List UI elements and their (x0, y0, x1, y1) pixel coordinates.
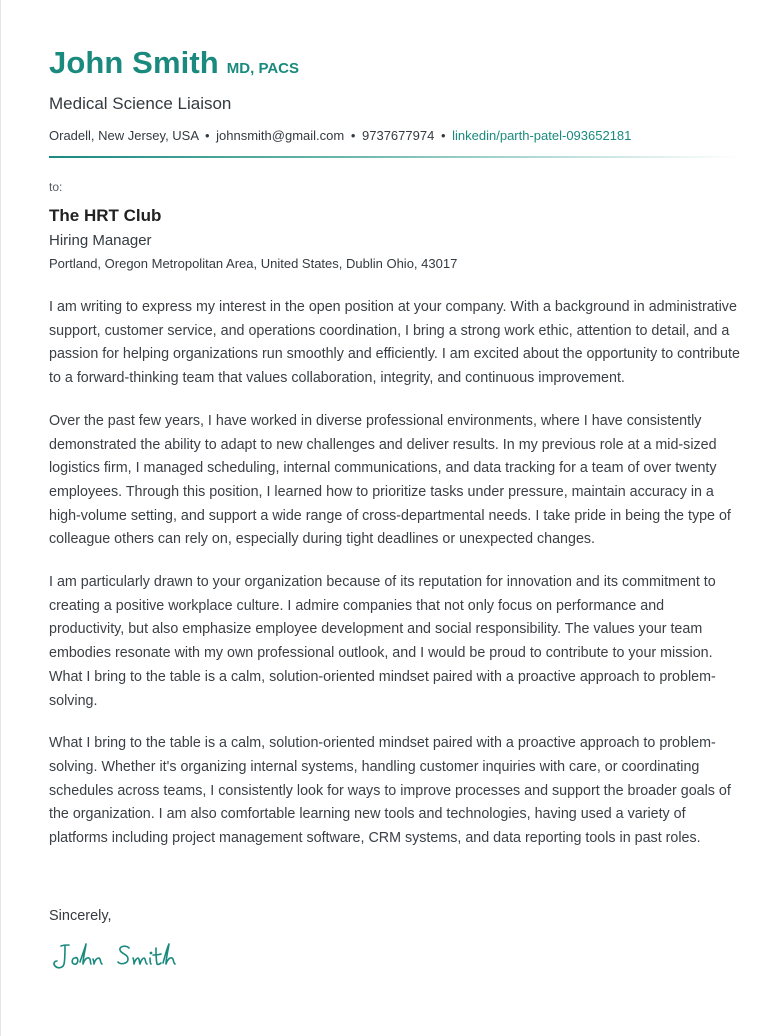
name-line (49, 44, 739, 82)
recipient-block (49, 180, 739, 272)
letter-body (49, 296, 743, 870)
body-paragraph: Over the past few years, I have worked in diverse professional environments, where I have consistently demonstrated the ability to adapt to new challenges and deliver results. In my previous role at a mid-sized logistics firm, I managed scheduling, internal communications, and data tracking for a team of over twenty employees. Through this position, I learned how to prioritize tasks under pressure, maintain accuracy in a high-volume setting, and support a wide range of cross-departmental needs. I take pride in being the type of colleague others can rely on, especially during tight deadlines or unexpected changes. (49, 412, 731, 548)
recipient-address: Portland, Oregon Metropolitan Area, United States, Dublin Ohio, 43017 (49, 256, 458, 271)
contact-location: Oradell, New Jersey, USA (49, 128, 199, 143)
contact-separator: • (350, 128, 356, 143)
contact-phone: 9737677974 (362, 128, 435, 143)
body-paragraph: What I bring to the table is a calm, solution-oriented mindset paired with a proactive approach to problem-solving. Whether it's organizing internal systems, handling customer inquiries with care, or coordinating schedules across teams, I consistently look for ways to improve processes and support the broader goals of the organization. I am also comfortable learning new tools and technologies, having used a variety of platforms including project management software, CRM systems, and data reporting tools in past roles. (49, 735, 731, 847)
contact-line (49, 128, 739, 144)
contact-separator: • (440, 128, 446, 143)
recipient-company: The HRT Club (49, 206, 162, 225)
sender-credentials: MD, PACS (226, 60, 300, 77)
sender-job-title: Medical Science Liaison (49, 94, 232, 113)
linkedin-link[interactable]: linkedin/parth-patel-093652181 (452, 128, 632, 143)
to-label: to: (49, 180, 63, 194)
body-paragraph: I am writing to express my interest in the open position at your company. With a background in administrative support, customer service, and operations coordination, I bring a strong work ethic, attention to detail, and a passion for helping organizations run smoothly and efficiently. I am excited about the opportunity to contribute to a forward-thinking team that values collaboration, integrity, and continuous improvement. (49, 299, 740, 387)
contact-separator: • (204, 128, 210, 143)
recipient-title: Hiring Manager (49, 232, 152, 249)
sign-off: Sincerely, (49, 908, 112, 924)
handwritten-signature (49, 934, 209, 974)
contact-email: johnsmith@gmail.com (216, 128, 345, 143)
letter-closing (49, 906, 739, 979)
letter-header (49, 44, 739, 144)
header-divider (49, 156, 739, 158)
body-paragraph: I am particularly drawn to your organization because of its reputation for innovation and its commitment to creating a positive workplace culture. I admire companies that not only focus on performance and productivity, but also emphasize employee development and social responsibility. The values your team embodies resonate with my own professional outlook, and I would be proud to contribute to your mission. What I bring to the table is a calm, solution-oriented mindset paired with a proactive approach to problem-solving. (49, 574, 716, 709)
sender-name: John Smith (49, 45, 219, 80)
